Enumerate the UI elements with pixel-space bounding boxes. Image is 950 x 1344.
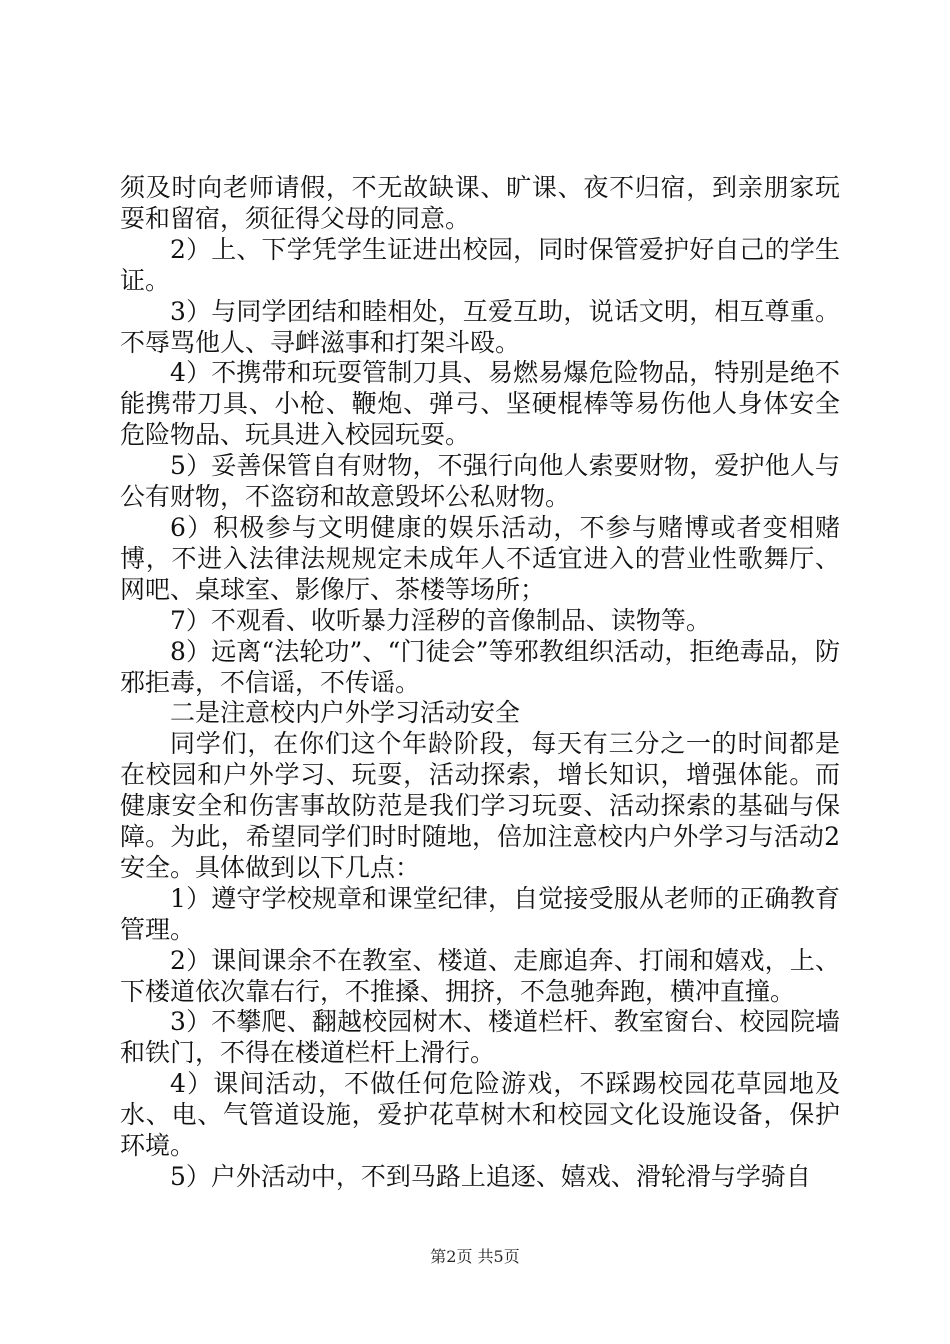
paragraph-item-8-cults: 8）远离“法轮功”、“门徒会”等邪教组织活动，拒绝毒品，防邪拒毒，不信谣，不传谣。 [120, 636, 840, 697]
paragraph-item-3-climbing: 3）不攀爬、翻越校园树木、楼道栏杆、教室窗台、校园院墙和铁门，不得在楼道栏杆上滑行。 [120, 1007, 840, 1068]
paragraph-intro-outdoor: 同学们，在你们这个年龄阶段，每天有三分之一的时间都是在校园和户外学习、玩耍，活动探索，增长知识，增强体能。而健康安全和伤害事故防范是我们学习玩耍、活动探索的基础与保障。为此，希望同学们时时随地，倍加注意校内户外学习与活动2安全。具体做到以下几点： [120, 729, 840, 882]
paragraph-item-3-classmates: 3）与同学团结和睦相处，互爱互助，说话文明，相互尊重。不辱骂他人、寻衅滋事和打架斗殴。 [120, 296, 840, 357]
paragraph-item-2-corridors: 2）课间课余不在教室、楼道、走廊追奔、打闹和嬉戏，上、下楼道依次靠右行，不推搡、拥挤，不急驰奔跑，横冲直撞。 [120, 945, 840, 1006]
paragraph-item-4-games: 4）课间活动，不做任何危险游戏，不踩踢校园花草园地及水、电、气管道设施，爱护花草树木和校园文化设施设备，保护环境。 [120, 1069, 840, 1161]
paragraph-item-1-rules: 1）遵守学校规章和课堂纪律，自觉接受服从老师的正确教育管理。 [120, 883, 840, 944]
paragraph-item-5-property: 5）妥善保管自有财物，不强行向他人索要财物，爱护他人与公有财物，不盗窃和故意毁坏公私财物。 [120, 451, 840, 512]
paragraph-continued: 须及时向老师请假，不无故缺课、旷课、夜不归宿，到亲朋家玩耍和留宿，须征得父母的同意。 [120, 173, 840, 233]
paragraph-item-7-media: 7）不观看、收听暴力淫秽的音像制品、读物等。 [170, 605, 711, 635]
paragraph-item-6-entertainment: 6）积极参与文明健康的娱乐活动，不参与赌博或者变相赌博，不进入法律法规规定未成年人不适宜进入的营业性歌舞厅、网吧、桌球室、影像厅、茶楼等场所； [120, 512, 840, 604]
paragraph-item-4-dangerous-items: 4）不携带和玩耍管制刀具、易燃易爆危险物品，特别是绝不能携带刀具、小枪、鞭炮、弹弓、坚硬棍棒等易伤他人身体安全危险物品、玩具进入校园玩耍。 [120, 358, 840, 450]
paragraph-item-2-student-card: 2）上、下学凭学生证进出校园，同时保管爱护好自己的学生证。 [120, 234, 840, 295]
document-body [120, 173, 840, 1193]
paragraph-item-5-outdoor: 5）户外活动中，不到马路上追逐、嬉戏、滑轮滑与学骑自 [170, 1162, 811, 1191]
page-number-footer: 第2页 共5页 [430, 1247, 520, 1266]
section-heading-outdoor-safety: 二是注意校内户外学习活动安全 [170, 698, 521, 728]
